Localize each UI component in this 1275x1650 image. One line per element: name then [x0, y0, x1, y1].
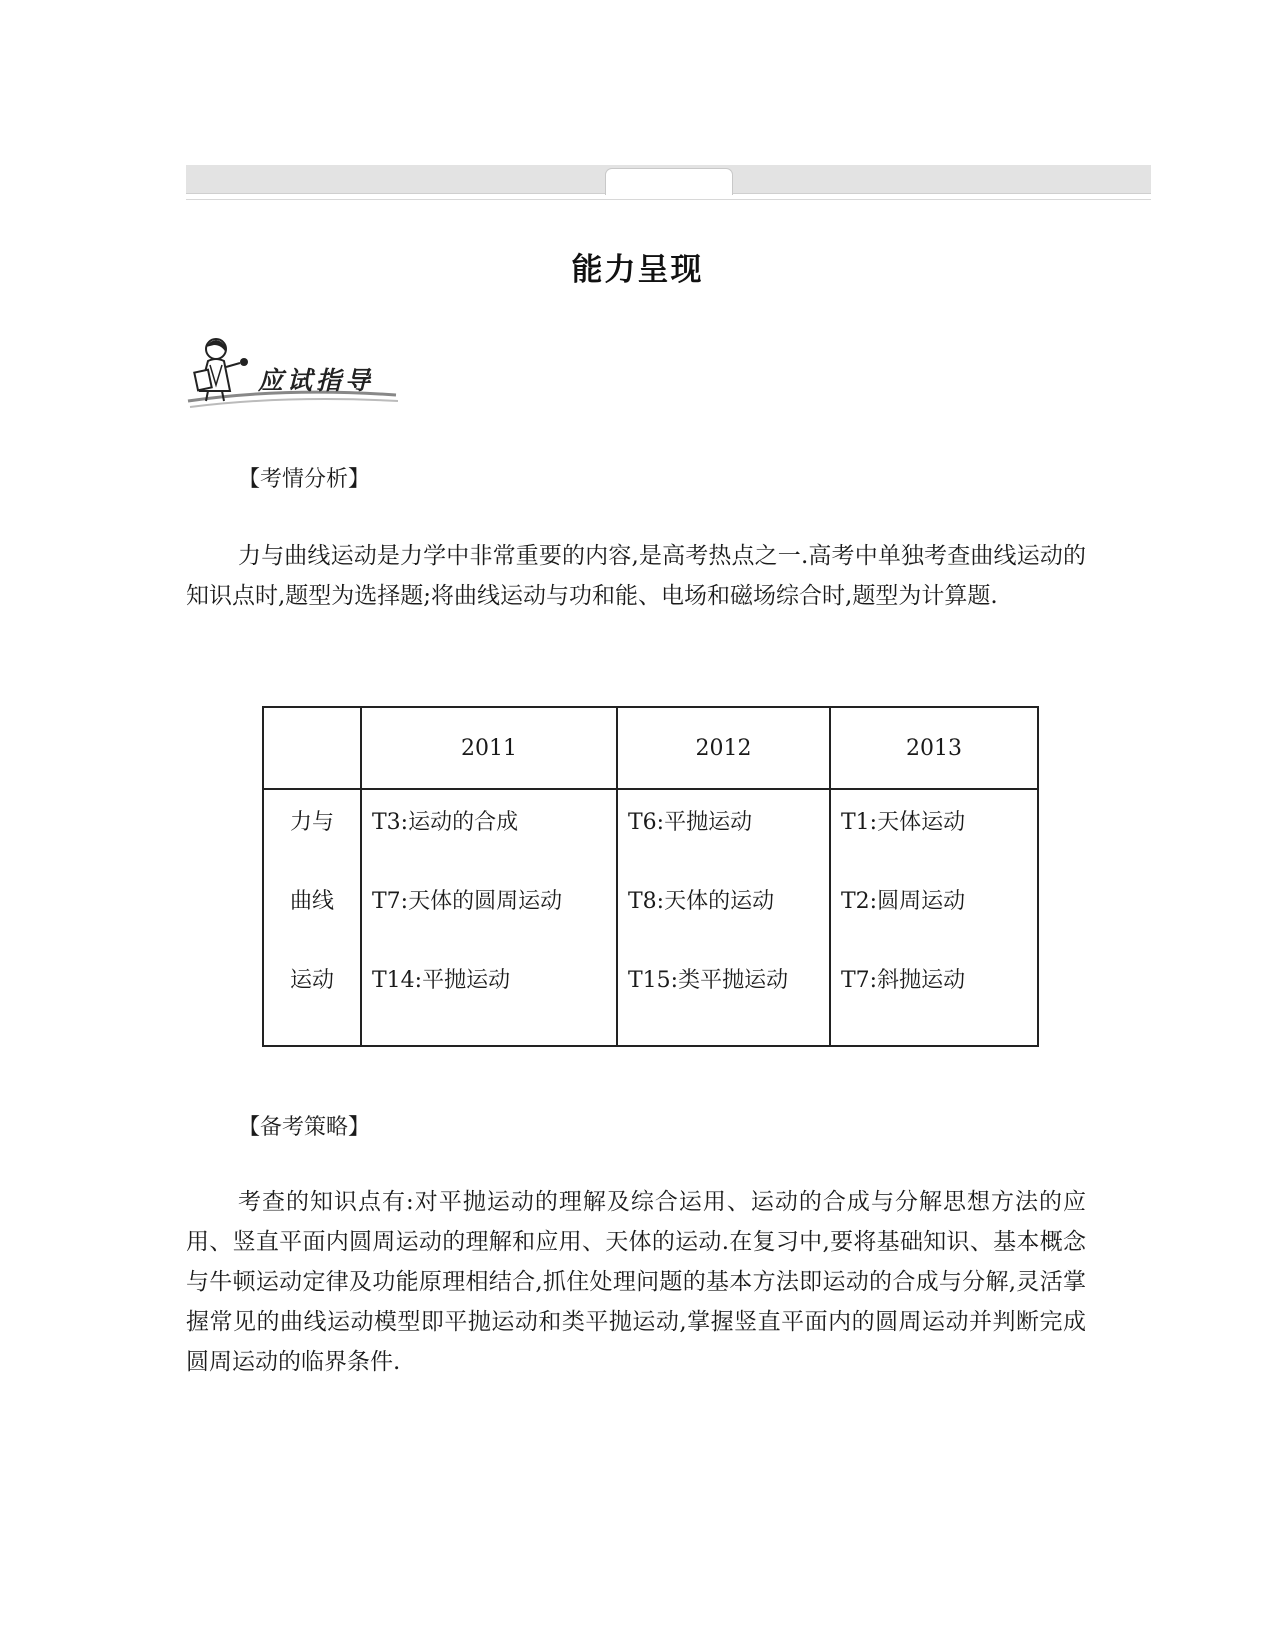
header-divider [186, 199, 1151, 200]
table-cell-2012 [617, 789, 830, 1046]
exam-topics-table [262, 706, 1039, 1047]
table-cell-2011 [361, 789, 617, 1046]
table-header-row [263, 707, 1038, 789]
table-row-label [263, 789, 361, 1046]
analysis-paragraph: 力与曲线运动是力学中非常重要的内容,是高考热点之一.高考中单独考查曲线运动的知识点时,题型为选择题;将曲线运动与功和能、电场和磁场综合时,题型为计算题. [186, 543, 1086, 609]
table-header-cell [263, 707, 361, 789]
topic-item: T7:天体的圆周运动 [372, 889, 563, 914]
topic-item: T15:类平抛运动 [628, 968, 789, 993]
table-row [263, 789, 1038, 1046]
topic-item: T8:天体的运动 [628, 889, 775, 914]
table-cell-2013 [830, 789, 1038, 1046]
topic-item: T3:运动的合成 [372, 810, 519, 835]
exam-guide-banner [186, 335, 406, 415]
table-header-cell: 2011 [361, 707, 617, 789]
exam-guide-label: 应试指导 [258, 366, 375, 395]
row-label-line: 力与 [289, 810, 334, 835]
row-label-line: 运动 [289, 968, 334, 993]
strategy-heading: 【备考策略】 [238, 1115, 371, 1140]
topic-item: T7:斜抛运动 [841, 968, 966, 993]
topic-item: T2:圆周运动 [841, 889, 966, 914]
table-header-cell: 2012 [617, 707, 830, 789]
topic-item: T6:平抛运动 [628, 810, 753, 835]
topic-item: T14:平抛运动 [372, 968, 511, 993]
page-title: 能力呈现 [571, 252, 704, 288]
topic-item: T1:天体运动 [841, 810, 966, 835]
row-label-line: 曲线 [289, 889, 334, 914]
table-header-cell: 2013 [830, 707, 1038, 789]
strategy-paragraph: 考查的知识点有:对平抛运动的理解及综合运用、运动的合成与分解思想方法的应用、竖直平面内圆周运动的理解和应用、天体的运动.在复习中,要将基础知识、基本概念与牛顿运动定律及功能原理相结合,抓住处理问题的基本方法即运动的合成与分解,灵活掌握常见的曲线运动模型即平抛运动和类平抛运动,掌握竖直平面内的圆周运动并判断完成圆周运动的临界条件. [186, 1189, 1086, 1375]
analysis-heading: 【考情分析】 [238, 467, 371, 492]
header-tab [605, 168, 733, 195]
